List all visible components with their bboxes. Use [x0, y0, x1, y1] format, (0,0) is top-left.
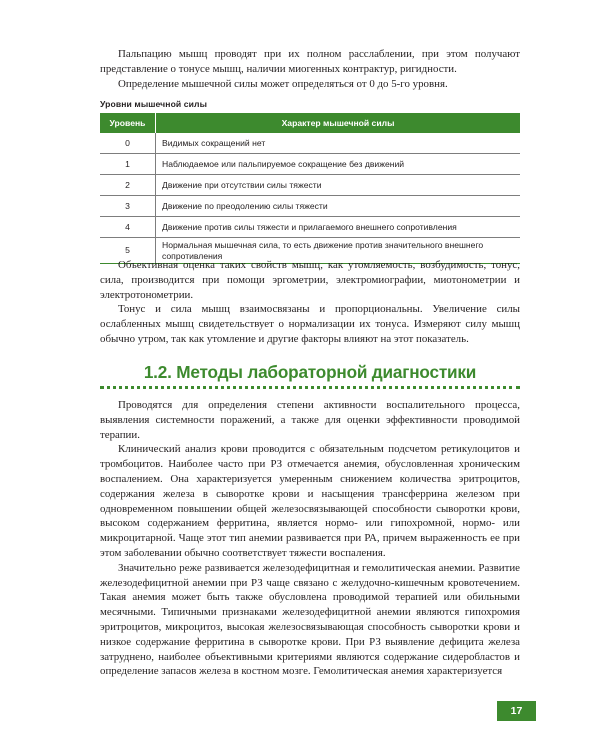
description-cell: Движение против силы тяжести и прилагаемого внешнего сопротивления: [156, 217, 521, 238]
intro-text: [100, 47, 520, 91]
level-cell: 4: [100, 217, 156, 238]
description-cell: Видимых сокращений нет: [156, 133, 521, 154]
table-row: [100, 217, 520, 238]
heading-divider: [100, 386, 520, 389]
level-cell: 1: [100, 154, 156, 175]
level-cell: 3: [100, 196, 156, 217]
column-header-level: Уровень: [100, 113, 156, 133]
section-heading: 1.2. Методы лабораторной диагностики: [143, 362, 477, 382]
description-cell: Наблюдаемое или пальпируемое сокращение без движений: [156, 154, 521, 175]
description-cell: Движение при отсутствии силы тяжести: [156, 175, 521, 196]
description-cell: Нормальная мышечная сила, то есть движение против значительного внешнего сопротивления: [156, 238, 521, 264]
table-header-row: [100, 113, 520, 133]
level-cell: 0: [100, 133, 156, 154]
table-row: [100, 154, 520, 175]
paragraph: Объективная оценка таких свойств мышц, как утомляемость, возбудимость, тонус, сила, производится при помощи эргометрии, электромиографии, миотонометрии и электротонометрии.: [100, 259, 520, 301]
muscle-strength-table: [100, 113, 520, 264]
column-header-description: Характер мышечной силы: [156, 113, 521, 133]
table-row: [100, 196, 520, 217]
description-cell: Движение по преодолению силы тяжести: [156, 196, 521, 217]
level-cell: 2: [100, 175, 156, 196]
paragraph: Определение мышечной силы может определяться от 0 до 5-го уровня.: [118, 77, 448, 90]
level-cell: 5: [100, 238, 156, 264]
paragraph: Тонус и сила мышц взаимосвязаны и пропорциональны. Увеличение силы ослабленных мышц свидетельствует о нормализации их тонуса. Измеряют силу мышц обычно утром, так как утомление и другие факторы влияют на этот показатель.: [100, 303, 520, 345]
paragraph: Значительно реже развивается железодефицитная и гемолитическая анемии. Развитие железодефицитной анемии при РЗ чаще связано с желудочно-кишечным кровотечением. Такая анемия может быть также обусловлена проводимой терапией или обильными месячными. Типичными признаками железодефицитной анемии являются гипохромия эритроцитов, микроцитоз, высокая железосвязывающая способность сыворотки крови и низкое содержание ферритина в сыворотке крови. При РЗ выявление дефицита железа затруднено, наиболее объективными критериями являются содержание сидеробластов и определение запасов железа в костном мозге. Гемолитическая анемия характеризуется: [100, 561, 520, 678]
section-body: [100, 398, 520, 679]
after-table-text: [100, 258, 520, 347]
table-caption: Уровни мышечной силы: [100, 99, 208, 109]
table-row: [100, 175, 520, 196]
paragraph: Проводятся для определения степени активности воспалительного процесса, выявления системности поражений, а также для оценки эффективности проводимой терапии.: [100, 399, 520, 441]
table-row: [100, 133, 520, 154]
paragraph: Пальпацию мышц проводят при их полном расслаблении, при этом получают представление о тонусе мышц, наличии миогенных контрактур, ригидности.: [100, 48, 520, 75]
page-number: 17: [497, 701, 536, 721]
paragraph: Клинический анализ крови проводится с обязательным подсчетом ретикулоцитов и тромбоцитов. Наиболее часто при РЗ отмечается анемия, обусловленная хроническим воспалением. Она характеризуется умеренным снижением количества эритроцитов, содержания железа в сыворотке крови и насыщения трансферрина железом при одновременном повышении общей железосвязывающей способности сыворотки крови, высоком содержанием ферритина, является нормо- или гипохромной, нормо- или микроцитарной. Чаще этот тип анемии развивается при РА, причем выраженность ее при этом заболевании обычно соответствует тяжести воспаления.: [100, 443, 520, 559]
